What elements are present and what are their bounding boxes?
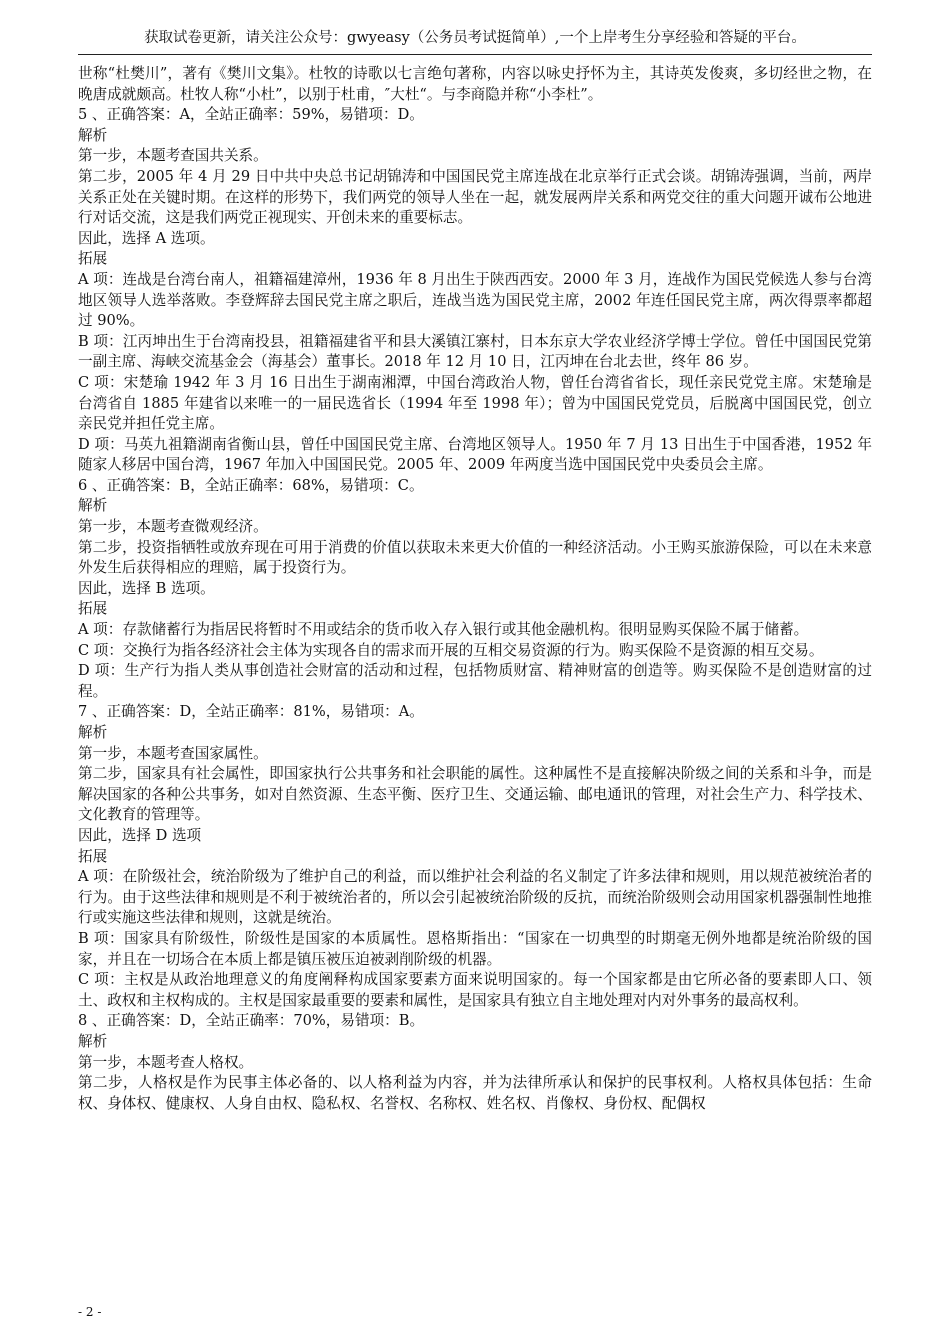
paragraph: 因此，选择 B 选项。 — [78, 579, 215, 597]
paragraph: 因此，选择 A 选项。 — [78, 229, 215, 247]
paragraph: 第一步，本题考查国共关系。 — [78, 147, 268, 165]
section-heading: 解析 — [78, 724, 108, 741]
answer-line: 6 、正确答案：B，全站正确率：68%，易错项：C。 — [78, 476, 424, 494]
paragraph: C 项：主权是从政治地理意义的角度阐释构成国家要素方面来说明国家的。每一个国家都是由它所必备的要素即人口、领土、政权和主权构成的。主权是国家最重要的要素和属性，是国家具有独立自主地处理对内对外事务的最高权利。 — [78, 971, 872, 1009]
paragraph: A 项：在阶级社会，统治阶级为了维护自己的利益，而以维护社会利益的名义制定了许多法律和规则，用以规范被统治者的行为。由于这些法律和规则是不利于被统治者的，所以会引起被统治阶级的反抗，而统治阶级则会动用国家机器强制性地推行或实施这些法律和规则，这就是统治。 — [78, 868, 872, 927]
paragraph: A 项：存款储蓄行为指居民将暂时不用或结余的货币收入存入银行或其他金融机构。很明显购买保险不属于储蓄。 — [78, 621, 809, 639]
page-number: - 2 - — [78, 1305, 102, 1319]
paragraph: C 项：宋楚瑜 1942 年 3 月 16 日出生于湖南湘潭，中国台湾政治人物，曾任台湾省省长，现任亲民党党主席。宋楚瑜是台湾省自 1885 年建省以来唯一的一届民选省长（1994 年至 1998 年）；曾为中国国民党党员，后脱离中国国民党，创立亲民党并担任党主席。 — [78, 373, 872, 433]
paragraph: 第一步，本题考查人格权。 — [78, 1053, 254, 1071]
paragraph: 第二步，投资指牺牲或放弃现在可用于消费的价值以获取未来更大价值的一种经济活动。小王购买旅游保险，可以在未来意外发生后获得相应的理赔，属于投资行为。 — [78, 538, 872, 577]
answer-line: 7 、正确答案：D，全站正确率：81%，易错项：A。 — [78, 703, 424, 721]
answer-line: 8 、正确答案：D，全站正确率：70%，易错项：B。 — [78, 1012, 425, 1030]
paragraph: D 项：生产行为指人类从事创造社会财富的活动和过程，包括物质财富、精神财富的创造等。购买保险不是创造财富的过程。 — [78, 662, 872, 700]
section-heading: 拓展 — [78, 847, 108, 865]
section-heading: 拓展 — [78, 600, 108, 618]
paragraph: 因此，选择 D 选项 — [78, 826, 202, 844]
document-body — [78, 64, 872, 1114]
paragraph: 世称“杜樊川”，著有《樊川文集》。杜牧的诗歌以七言绝句著称，内容以咏史抒怀为主，其诗英发俊爽，多切经世之物，在晚唐成就颇高。杜牧人称“小杜”，以别于杜甫，″大杜“。与李商隐并称“小李杜”。 — [78, 65, 872, 103]
paragraph: B 项：江丙坤出生于台湾南投县，祖籍福建省平和县大溪镇江寨村，日本东京大学农业经济学博士学位。曾任中国国民党第一副主席、海峡交流基金会（海基会）董事长。2018 年 12 月 10 日，江丙坤在台北去世，终年 86 岁。 — [78, 332, 872, 371]
paragraph: 第一步，本题考查微观经济。 — [78, 518, 268, 536]
section-heading: 解析 — [78, 497, 108, 515]
paragraph: 第二步，2005 年 4 月 29 日中共中央总书记胡锦涛和中国国民党主席连战在北京举行正式会谈。胡锦涛强调，当前，两岸关系正处在关键时期。在这样的形势下，我们两党的领导人坐在一起，就发展两岸关系和两党交往的重大问题开诚布公地进行对话交流，这是我们两党正视现实、开创未来的重要标志。 — [78, 167, 872, 227]
section-heading: 解析 — [78, 126, 108, 144]
section-heading: 拓展 — [78, 250, 108, 268]
answer-line: 5 、正确答案：A，全站正确率：59%，易错项：D。 — [78, 106, 424, 124]
paragraph: 第二步，国家具有社会属性，即国家执行公共事务和社会职能的属性。这种属性不是直接解决阶级之间的关系和斗争，而是解决国家的各种公共事务，如对自然资源、生态平衡、医疗卫生、交通运输、邮电通讯的管理，对社会生产力、科学技术、文化教育的管理等。 — [78, 765, 872, 824]
paragraph: 第一步，本题考查国家属性。 — [78, 744, 268, 762]
paragraph: A 项：连战是台湾台南人，祖籍福建漳州，1936 年 8 月出生于陕西西安。2000 年 3 月，连战作为国民党候选人参与台湾地区领导人选举落败。李登辉辞去国民党主席之职后，连战当选为国民党主席，2002 年连任国民党主席，两次得票率都超过 90%。 — [78, 270, 872, 330]
section-heading: 解析 — [78, 1032, 108, 1050]
paragraph: B 项：国家具有阶级性，阶级性是国家的本质属性。恩格斯指出：“国家在一切典型的时期毫无例外地都是统治阶级的国家，并且在一切场合在本质上都是镇压被压迫被剥削阶级的机器。 — [78, 929, 872, 968]
paragraph: D 项：马英九祖籍湖南省衡山县，曾任中国国民党主席、台湾地区领导人。1950 年 7 月 13 日出生于中国香港，1952 年随家人移居中国台湾，1967 年加入中国国民党。2005 年、2009 年两度当选中国国民党中央委员会主席。 — [78, 435, 872, 474]
page-header: 获取试卷更新，请关注公众号：gwyeasy（公务员考试挺简单）,一个上岸考生分享经验和答疑的平台。 — [78, 28, 872, 55]
paragraph: 第二步，人格权是作为民事主体必备的、以人格利益为内容，并为法律所承认和保护的民事权利。人格权具体包括：生命权、身体权、健康权、人身自由权、隐私权、名誉权、名称权、姓名权、肖像权、身份权、配偶权 — [78, 1074, 872, 1112]
paragraph: C 项：交换行为指各经济社会主体为实现各自的需求而开展的互相交易资源的行为。购买保险不是资源的相互交易。 — [78, 641, 824, 659]
